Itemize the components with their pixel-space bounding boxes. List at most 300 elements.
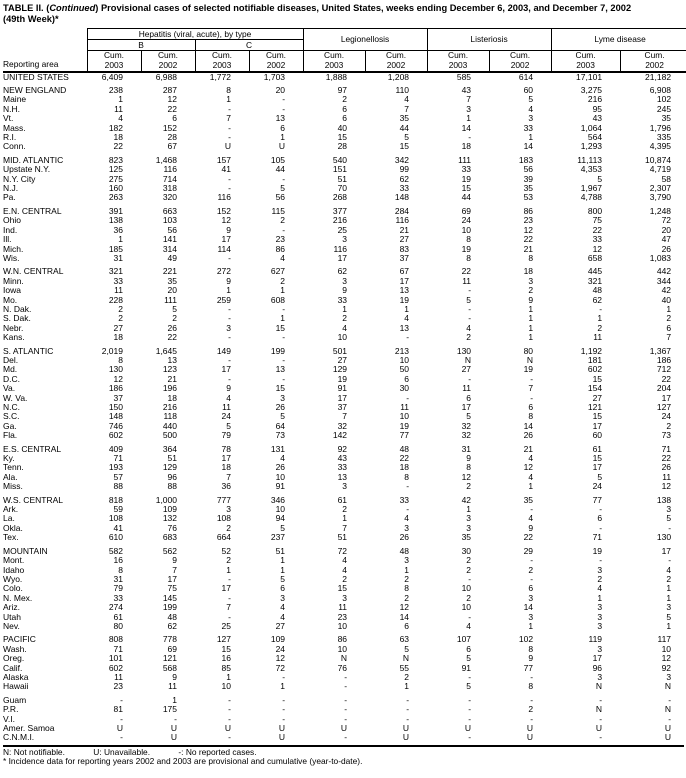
data-cell: 6 xyxy=(528,403,534,412)
row-label: S. ATLANTIC xyxy=(3,346,54,356)
table-row xyxy=(3,496,686,505)
data-cell: 67 xyxy=(399,267,410,277)
data-cell: 4,719 xyxy=(649,165,672,175)
data-cell: - xyxy=(228,574,231,584)
data-cell: 86 xyxy=(275,244,286,254)
data-cell: 1 xyxy=(280,314,286,324)
data-cell: 7 xyxy=(226,114,231,124)
data-cell: 568 xyxy=(162,663,177,673)
data-cell: 8 xyxy=(404,472,410,482)
row-label: N.C. xyxy=(3,403,20,412)
data-cell: 99 xyxy=(399,165,410,175)
data-cell: 3 xyxy=(597,603,603,613)
table-row xyxy=(3,296,686,305)
data-cell: 37 xyxy=(337,403,348,412)
data-cell: 18 xyxy=(221,463,231,473)
data-cell: 15 xyxy=(221,644,231,654)
data-cell: - xyxy=(120,714,123,724)
data-cell: 602 xyxy=(108,431,123,441)
data-cell: - xyxy=(228,174,231,184)
data-cell: 259 xyxy=(216,295,231,305)
data-cell: 274 xyxy=(108,603,123,613)
data-cell: 3 xyxy=(280,593,286,603)
data-cell: 5 xyxy=(666,612,672,622)
data-cell: 149 xyxy=(216,346,231,356)
data-cell: 92 xyxy=(337,444,348,454)
data-cell: - xyxy=(228,133,231,143)
column-header-cum: Cum. 2002 xyxy=(249,50,303,72)
data-cell: 21,182 xyxy=(645,71,672,82)
table-row xyxy=(3,422,686,431)
data-cell: U xyxy=(278,142,286,152)
data-cell: 121 xyxy=(587,403,603,412)
data-cell: N xyxy=(402,654,410,664)
data-cell: 71 xyxy=(592,533,603,543)
row-label: S.C. xyxy=(3,412,20,422)
data-cell: 15 xyxy=(592,412,603,422)
data-cell: 12 xyxy=(399,603,410,613)
data-cell: 17 xyxy=(592,654,603,664)
data-cell: 28 xyxy=(167,133,177,143)
data-cell: 28 xyxy=(337,142,348,152)
data-cell: - xyxy=(228,304,231,314)
table-row xyxy=(3,403,686,412)
data-cell: 11 xyxy=(114,672,123,682)
data-cell: - xyxy=(228,593,231,603)
data-cell: 102 xyxy=(518,635,534,645)
data-cell: 12 xyxy=(523,225,534,235)
data-cell: 10 xyxy=(337,333,348,343)
hepatitis-b-header: B xyxy=(87,39,195,50)
data-cell: 62 xyxy=(337,267,348,277)
data-cell: 77 xyxy=(592,495,603,505)
data-cell: 3,275 xyxy=(580,86,603,95)
footnote-u: U: Unavailable. xyxy=(93,746,151,757)
data-cell: - xyxy=(668,695,672,705)
column-header-cum: Cum. 2003 xyxy=(195,50,249,72)
data-cell: 10 xyxy=(221,682,231,692)
data-cell: 60 xyxy=(523,86,534,95)
data-cell: - xyxy=(468,714,472,724)
data-cell: 1,703 xyxy=(263,71,286,82)
table-row xyxy=(3,566,686,575)
data-cell: 17 xyxy=(221,454,231,464)
data-cell: 3 xyxy=(404,523,410,533)
data-cell: 33 xyxy=(592,235,603,245)
data-cell: 141 xyxy=(162,235,177,245)
data-cell: - xyxy=(668,556,672,566)
data-cell: 5 xyxy=(528,95,534,105)
data-cell: 11 xyxy=(114,286,123,296)
row-label: Calif. xyxy=(3,663,23,673)
data-cell: 800 xyxy=(587,206,603,216)
page-title xyxy=(3,3,686,14)
data-cell: - xyxy=(406,393,410,403)
data-cell: 17 xyxy=(221,365,231,375)
data-cell: - xyxy=(228,705,231,715)
data-cell: 10 xyxy=(399,355,410,365)
data-cell: 22 xyxy=(399,454,410,464)
data-cell: 4 xyxy=(342,323,348,333)
data-cell: 35 xyxy=(523,495,534,505)
data-cell: 2 xyxy=(404,574,410,584)
data-cell: 118 xyxy=(163,412,177,422)
table-row xyxy=(3,635,686,644)
data-cell: 30 xyxy=(461,546,472,556)
data-cell: - xyxy=(228,333,231,343)
data-cell: 51 xyxy=(337,533,348,543)
header-cum-row xyxy=(3,50,686,72)
column-header-cum: Cum. 2003 xyxy=(427,50,489,72)
table-row xyxy=(3,575,686,584)
data-cell: 21 xyxy=(399,225,410,235)
data-cell: 204 xyxy=(656,384,672,394)
data-cell: 22 xyxy=(523,235,534,245)
row-label: Hawaii xyxy=(3,682,29,692)
data-cell: - xyxy=(228,695,231,705)
data-cell: 44 xyxy=(399,123,410,133)
data-cell: 121 xyxy=(162,654,177,664)
data-cell: 63 xyxy=(399,635,410,645)
data-cell: 107 xyxy=(456,635,472,645)
table-row xyxy=(3,124,686,133)
data-cell: 10 xyxy=(275,472,286,482)
hepatitis-c-header: C xyxy=(195,39,303,50)
data-cell: 3 xyxy=(597,612,603,622)
data-cell: 664 xyxy=(216,533,231,543)
data-cell: 1 xyxy=(280,565,286,575)
data-cell: 21 xyxy=(167,374,177,384)
data-cell: - xyxy=(468,612,472,622)
data-cell: 27 xyxy=(592,393,603,403)
data-cell: 48 xyxy=(592,286,603,296)
data-cell: 3 xyxy=(528,593,534,603)
data-cell: 1 xyxy=(226,286,231,296)
data-cell: 75 xyxy=(592,216,603,226)
data-cell: U xyxy=(224,724,231,733)
table-row xyxy=(3,184,686,193)
data-cell: 8 xyxy=(528,253,534,263)
data-cell: 13 xyxy=(275,365,286,375)
data-cell: - xyxy=(282,95,286,105)
data-cell: - xyxy=(468,695,472,705)
data-cell: 3 xyxy=(597,672,603,682)
data-cell: 33 xyxy=(113,276,123,286)
table-row xyxy=(3,664,686,673)
row-label: UNITED STATES xyxy=(3,71,69,82)
data-cell: 116 xyxy=(395,216,410,226)
data-cell: 4 xyxy=(342,556,348,566)
data-cell: 35 xyxy=(399,114,410,124)
data-cell: 6,409 xyxy=(101,71,123,82)
data-cell: 8 xyxy=(466,253,472,263)
data-cell: 21 xyxy=(523,444,534,454)
footnote-asterisk: * Incidence data for reporting years 2002 and 2003 are provisional and cumulative (year-to-date). xyxy=(3,756,363,767)
listeriosis-header: Listeriosis xyxy=(427,28,551,50)
data-cell: 5 xyxy=(466,295,472,305)
data-cell: 346 xyxy=(270,495,286,505)
data-cell: 154 xyxy=(587,384,603,394)
row-label: Tenn. xyxy=(3,463,24,473)
data-cell: 15 xyxy=(592,454,603,464)
data-cell: 5 xyxy=(597,174,603,184)
data-cell: 70 xyxy=(337,184,348,194)
data-cell: 275 xyxy=(108,174,123,184)
row-label: D.C. xyxy=(3,374,20,384)
data-cell: 62 xyxy=(592,295,603,305)
data-cell: 56 xyxy=(523,165,534,175)
data-cell: 49 xyxy=(167,253,177,263)
data-cell: U xyxy=(278,724,286,733)
data-cell: N xyxy=(464,355,472,365)
data-cell: 8 xyxy=(528,412,534,422)
data-cell: N xyxy=(664,705,672,715)
footnote-n: N: Not notifiable. xyxy=(3,746,65,757)
data-cell: 818 xyxy=(108,495,123,505)
data-cell: 91 xyxy=(275,482,286,492)
row-label: Wis. xyxy=(3,253,20,263)
table-row xyxy=(3,254,686,263)
data-cell: 1,000 xyxy=(155,495,177,505)
data-cell: 1,367 xyxy=(649,346,672,356)
data-cell: 4 xyxy=(528,514,534,524)
table-row xyxy=(3,105,686,114)
data-cell: - xyxy=(530,714,534,724)
row-label: Ariz. xyxy=(3,603,20,613)
data-cell: 36 xyxy=(113,225,123,235)
row-label: N.Y. City xyxy=(3,174,36,184)
data-cell: 314 xyxy=(162,244,177,254)
data-cell: - xyxy=(282,714,286,724)
data-cell: 1 xyxy=(404,304,410,314)
data-cell: 5 xyxy=(597,472,603,482)
data-cell: 15 xyxy=(275,384,286,394)
data-cell: 321 xyxy=(587,276,603,286)
data-cell: 44 xyxy=(275,165,286,175)
data-cell: 91 xyxy=(337,384,348,394)
data-cell: - xyxy=(282,174,286,184)
data-cell: 14 xyxy=(399,612,410,622)
data-cell: 4 xyxy=(404,514,410,524)
data-cell: - xyxy=(468,733,472,743)
data-cell: 585 xyxy=(456,71,472,82)
data-cell: 97 xyxy=(337,86,348,95)
data-cell: 12 xyxy=(113,374,123,384)
table-row xyxy=(3,547,686,556)
data-cell: 196 xyxy=(162,384,177,394)
row-label: Va. xyxy=(3,384,16,394)
data-cell: 602 xyxy=(108,663,123,673)
data-cell: 51 xyxy=(275,546,286,556)
row-label: Okla. xyxy=(3,523,23,533)
data-cell: 4 xyxy=(280,454,286,464)
data-cell: 2 xyxy=(666,574,672,584)
data-cell: 4 xyxy=(528,454,534,464)
table-row xyxy=(3,384,686,393)
data-cell: 67 xyxy=(167,142,177,152)
data-cell: 29 xyxy=(523,546,534,556)
data-cell: 1 xyxy=(666,593,672,603)
data-cell: 1 xyxy=(342,304,348,314)
data-cell: 13 xyxy=(399,323,410,333)
data-cell: 96 xyxy=(167,472,177,482)
data-cell: 2 xyxy=(597,574,603,584)
data-cell: 19 xyxy=(461,244,472,254)
data-cell: 25 xyxy=(221,621,231,631)
data-cell: 1 xyxy=(404,682,410,692)
data-cell: 2 xyxy=(404,593,410,603)
row-label: Ark. xyxy=(3,505,19,515)
data-cell: - xyxy=(468,304,472,314)
data-cell: - xyxy=(228,612,231,622)
data-cell: 1 xyxy=(118,95,123,105)
table-row xyxy=(3,696,686,705)
data-cell: 18 xyxy=(461,142,472,152)
data-cell: 5 xyxy=(466,654,472,664)
data-cell: 12 xyxy=(661,654,672,664)
table-row xyxy=(3,584,686,593)
table-row xyxy=(3,324,686,333)
data-cell: 22 xyxy=(461,267,472,277)
data-cell: 4 xyxy=(280,603,286,613)
data-cell: 9 xyxy=(226,384,231,394)
row-label: Oreg. xyxy=(3,654,25,664)
data-cell: 344 xyxy=(656,276,672,286)
data-cell: 2 xyxy=(342,314,348,324)
data-cell: 614 xyxy=(518,71,534,82)
data-cell: 8 xyxy=(404,584,410,594)
data-cell: 7 xyxy=(342,523,348,533)
data-cell: 11 xyxy=(593,333,603,343)
data-cell: 127 xyxy=(216,635,231,645)
data-cell: 9 xyxy=(226,225,231,235)
data-cell: 1 xyxy=(528,304,534,314)
data-cell: 808 xyxy=(108,635,123,645)
data-cell: 15 xyxy=(592,374,603,384)
row-label: PACIFIC xyxy=(3,635,36,645)
data-cell: 26 xyxy=(661,463,672,473)
data-cell: 96 xyxy=(592,663,603,673)
data-cell: 1,645 xyxy=(155,346,177,356)
row-label: Ill. xyxy=(3,235,12,245)
footnotes xyxy=(3,748,686,767)
data-cell: 73 xyxy=(661,431,672,441)
data-cell: 11 xyxy=(222,403,231,412)
data-cell: - xyxy=(468,133,472,143)
data-cell: 20 xyxy=(275,86,286,95)
data-cell: 8 xyxy=(466,463,472,473)
data-cell: 501 xyxy=(332,346,348,356)
data-cell: 2,307 xyxy=(649,184,672,194)
data-cell: - xyxy=(406,505,410,515)
table-row xyxy=(3,524,686,533)
data-cell: 1,772 xyxy=(209,71,231,82)
data-cell: 2 xyxy=(666,314,672,324)
legionellosis-header: Legionellosis xyxy=(303,28,427,50)
data-cell: 77 xyxy=(523,663,534,673)
data-cell: - xyxy=(599,505,603,515)
row-label: Idaho xyxy=(3,565,25,575)
title-continued: Continued xyxy=(49,3,96,13)
data-cell: 8 xyxy=(226,86,231,95)
data-cell: 116 xyxy=(333,244,348,254)
data-cell: - xyxy=(468,286,472,296)
data-cell: 138 xyxy=(656,495,672,505)
row-label: Fla. xyxy=(3,431,18,441)
data-cell: 132 xyxy=(162,514,177,524)
data-cell: 1 xyxy=(342,514,348,524)
table-row xyxy=(3,156,686,165)
data-cell: - xyxy=(228,123,231,133)
data-cell: 131 xyxy=(270,444,286,454)
data-cell: - xyxy=(344,733,348,743)
data-cell: 4 xyxy=(597,584,603,594)
data-cell: 48 xyxy=(399,444,410,454)
data-cell: 19 xyxy=(461,174,472,184)
data-cell: 3 xyxy=(528,276,534,286)
data-cell: 1,468 xyxy=(155,155,177,165)
data-cell: 8 xyxy=(118,565,123,575)
data-cell: 1,888 xyxy=(325,71,348,82)
data-cell: 79 xyxy=(113,584,123,594)
data-cell: 59 xyxy=(113,505,123,515)
data-cell: 27 xyxy=(399,235,410,245)
data-cell: 193 xyxy=(108,463,123,473)
data-cell: 9 xyxy=(172,672,177,682)
data-cell: 26 xyxy=(167,323,177,333)
table-row xyxy=(3,142,686,151)
data-cell: 71 xyxy=(113,644,123,654)
data-cell: 4 xyxy=(528,472,534,482)
table-row xyxy=(3,193,686,202)
data-cell: - xyxy=(530,505,534,515)
data-cell: - xyxy=(668,523,672,533)
data-cell: 18 xyxy=(399,463,410,473)
data-cell: 1 xyxy=(280,286,286,296)
table-row xyxy=(3,305,686,314)
data-cell: 9 xyxy=(528,654,534,664)
row-label: Mont. xyxy=(3,556,25,566)
row-label: Amer. Samoa xyxy=(3,724,55,733)
data-cell: 391 xyxy=(108,206,123,216)
disease-table xyxy=(3,28,686,743)
data-cell: 186 xyxy=(656,355,672,365)
data-cell: - xyxy=(282,104,286,114)
data-cell: 5 xyxy=(280,574,286,584)
data-cell: 26 xyxy=(275,403,286,412)
data-cell: N xyxy=(340,654,348,664)
data-cell: 11 xyxy=(400,403,410,412)
data-cell: 12 xyxy=(461,472,472,482)
data-cell: 57 xyxy=(113,472,123,482)
data-cell: 2 xyxy=(466,333,472,343)
data-cell: 151 xyxy=(332,165,348,175)
table-row xyxy=(3,86,686,95)
data-cell: 712 xyxy=(656,365,672,375)
row-label: Md. xyxy=(3,365,18,375)
data-cell: 14 xyxy=(523,603,534,613)
data-cell: 52 xyxy=(221,546,231,556)
data-cell: - xyxy=(282,333,286,343)
data-cell: 25 xyxy=(337,225,348,235)
data-cell: 2 xyxy=(226,523,231,533)
data-cell: 19 xyxy=(399,295,410,305)
data-cell: 6 xyxy=(404,621,410,631)
row-label: E.S. CENTRAL xyxy=(3,444,62,454)
table-row xyxy=(3,356,686,365)
data-cell: - xyxy=(282,695,286,705)
data-cell: 41 xyxy=(113,523,123,533)
